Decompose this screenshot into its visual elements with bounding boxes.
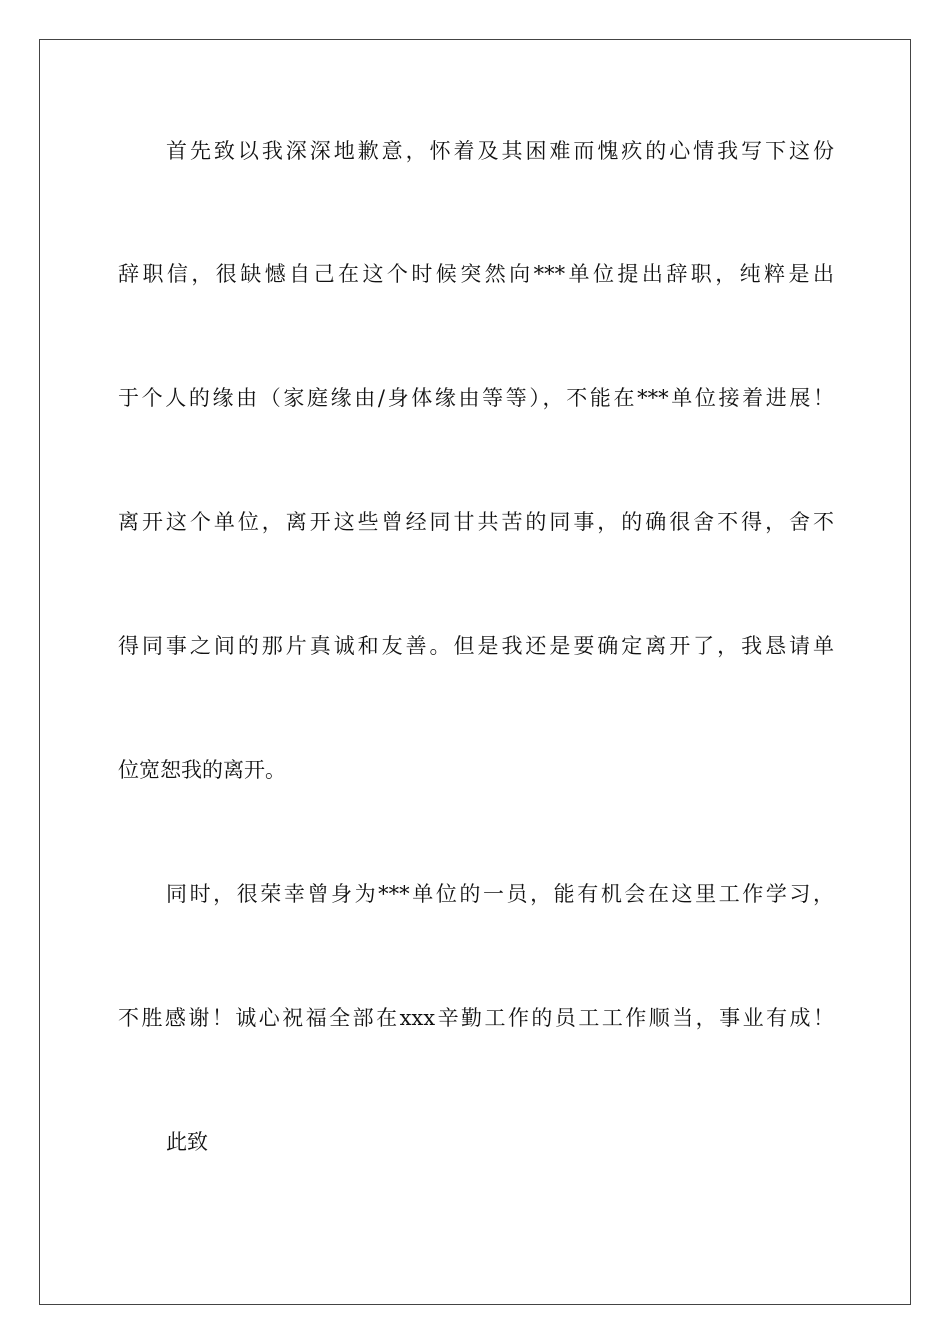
- page-border: [39, 39, 911, 1305]
- paragraph-1-line-4: 离开这个单位，离开这些曾经同甘共苦的同事，的确很舍不得，舍不: [118, 510, 834, 534]
- closing-salutation: 此致: [166, 1130, 208, 1154]
- paragraph-1-line-2: 辞职信，很缺憾自己在这个时候突然向***单位提出辞职，纯粹是出: [118, 262, 834, 286]
- paragraph-1-line-5: 得同事之间的那片真诚和友善。但是我还是要确定离开了，我恳请单: [118, 634, 834, 658]
- paragraph-2-line-2: 不胜感谢！诚心祝福全部在xxx辛勤工作的员工工作顺当，事业有成！: [118, 1006, 834, 1030]
- paragraph-1-line-6: 位宽恕我的离开。: [118, 758, 286, 782]
- paragraph-1-line-1: 首先致以我深深地歉意，怀着及其困难而愧疚的心情我写下这份: [166, 139, 834, 163]
- paragraph-2-line-1: 同时，很荣幸曾身为***单位的一员，能有机会在这里工作学习，: [166, 882, 834, 906]
- paragraph-1-line-3: 于个人的缘由（家庭缘由/身体缘由等等），不能在***单位接着进展！: [118, 386, 834, 410]
